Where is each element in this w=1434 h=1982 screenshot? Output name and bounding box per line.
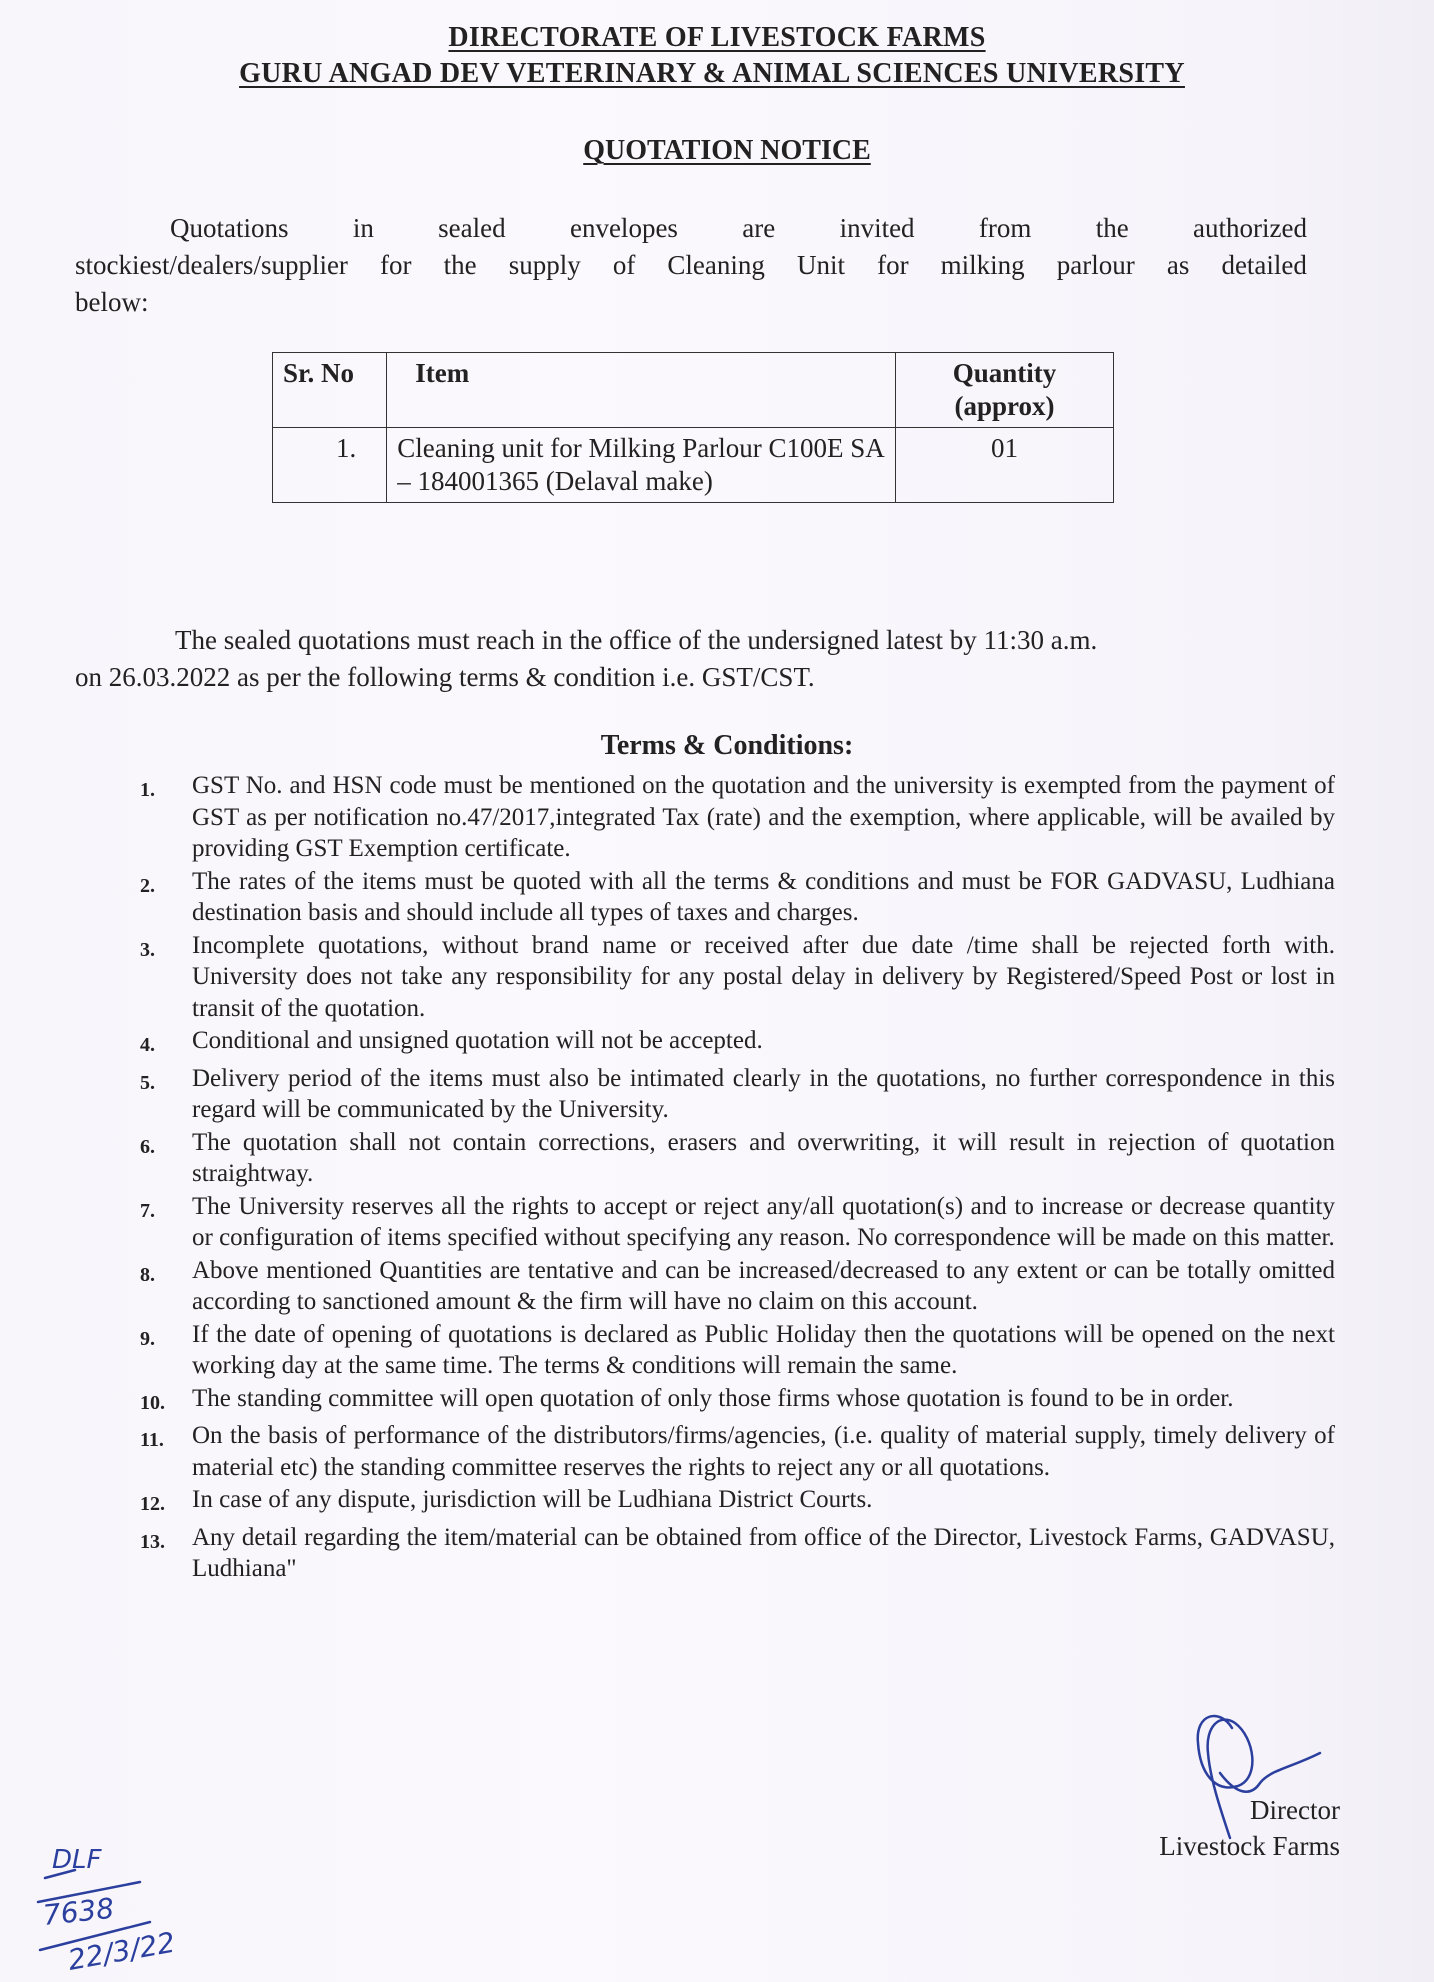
term-item <box>140 770 1335 865</box>
term-number: 11. <box>140 1429 164 1451</box>
intro-line-1-word: in <box>352 213 374 243</box>
intro-line-1-word: from <box>978 213 1032 243</box>
signatory-office: Livestock Farms <box>1159 1831 1340 1861</box>
intro-line-2-word: stockiest/dealers/supplier <box>75 250 348 280</box>
term-item <box>140 930 1335 1025</box>
term-number: 12. <box>140 1493 165 1515</box>
term-text: Delivery period of the items must also be intimated clearly in the quotations, no further correspondence in this regard will be communicated by the University. <box>192 1064 1335 1123</box>
term-item <box>140 1255 1335 1318</box>
term-number: 1. <box>140 779 155 801</box>
intro-line-1-word: sealed <box>438 213 506 243</box>
intro-line-1-word: are <box>742 213 776 243</box>
items-table <box>272 352 1114 503</box>
term-number: 4. <box>140 1034 155 1056</box>
university-heading: GURU ANGAD DEV VETERINARY & ANIMAL SCIENCES UNIVERSITY <box>239 58 1185 89</box>
terms-list <box>140 770 1335 1586</box>
term-number: 2. <box>140 874 155 897</box>
intro-line-1-word: invited <box>839 213 915 243</box>
intro-line-1 <box>75 210 1307 247</box>
handnote-line-2: 7638 <box>41 1891 116 1932</box>
signatory-block <box>1060 1792 1340 1864</box>
deadline-line-1: The sealed quotations must reach in the office of the undersigned latest by 11:30 a.m. <box>175 625 1098 655</box>
term-text: Above mentioned Quantities are tentative and can be increased/decreased to any extent or can be totally omitted according to sanctioned amount & the firm will have no claim on this account. <box>192 1256 1335 1315</box>
term-text: Conditional and unsigned quotation will not be accepted. <box>192 1027 763 1054</box>
term-number: 13. <box>140 1530 165 1553</box>
term-item <box>140 1191 1335 1254</box>
term-item <box>140 1063 1335 1126</box>
term-number: 8. <box>140 1263 155 1286</box>
intro-line-1-word: Quotations <box>170 213 289 243</box>
intro-line-2-word: for <box>380 250 412 280</box>
signatory-title: Director <box>1250 1795 1340 1825</box>
intro-line-2-word: Cleaning <box>667 250 765 280</box>
header-quantity: Quantity (approx) <box>896 353 1114 428</box>
term-text: The rates of the items must be quoted with all the terms & conditions and must be FOR GADVASU, Ludhiana destination basis and should include all types of taxes and charges. <box>192 867 1335 926</box>
intro-line-2 <box>75 247 1307 284</box>
term-number: 6. <box>140 1135 155 1158</box>
handnote-line-3: 22/3/22 <box>65 1925 178 1977</box>
term-item <box>140 1127 1335 1190</box>
intro-line-2-word: for <box>877 250 909 280</box>
term-text: Incomplete quotations, without brand name or received after due date /time shall be rejected forth with. University does not take any responsibility for any postal delay in delivery by Registered/Speed Post or lost in transit of the quotation. <box>192 931 1335 1022</box>
term-text: If the date of opening of quotations is declared as Public Holiday then the quotations will be opened on the next working day at the same time. The terms & conditions will remain the same. <box>192 1320 1335 1379</box>
intro-line-1-word: envelopes <box>569 213 678 243</box>
intro-line-2-word: milking <box>940 250 1025 280</box>
term-item <box>140 1383 1335 1420</box>
term-text: The quotation shall not contain corrections, erasers and overwriting, it will result in rejection of quotation straightway. <box>192 1128 1335 1187</box>
intro-line-2-word: the <box>443 250 477 280</box>
term-item <box>140 1484 1335 1521</box>
deadline-paragraph <box>75 622 1307 696</box>
term-number: 5. <box>140 1071 155 1094</box>
row-sr-no: 1. <box>273 428 387 503</box>
intro-line-1-word: the <box>1095 213 1129 243</box>
term-number: 9. <box>140 1327 155 1350</box>
row-item: Cleaning unit for Milking Parlour C100E SA – 184001365 (Delaval make) <box>387 428 896 503</box>
term-text: GST No. and HSN code must be mentioned on the quotation and the university is exempted from the payment of GST as per notification no.47/2017,integrated Tax (rate) and the exemption, where applicable, will be availed by providing GST Exemption certificate. <box>192 772 1335 862</box>
header-item <box>387 353 896 428</box>
terms-title: Terms & Conditions: <box>600 730 854 761</box>
term-item <box>140 1025 1335 1062</box>
term-number: 7. <box>140 1199 155 1222</box>
notice-title: QUOTATION NOTICE <box>583 135 871 166</box>
intro-line-2-word: parlour <box>1056 250 1135 280</box>
term-item <box>140 1319 1335 1382</box>
term-text: Any detail regarding the item/material can be obtained from office of the Director, Livestock Farms, GADVASU, Ludhiana" <box>192 1523 1335 1582</box>
table-header-row <box>273 353 1114 428</box>
term-text: In case of any dispute, jurisdiction will be Ludhiana District Courts. <box>192 1486 873 1513</box>
term-item <box>140 1522 1335 1585</box>
term-item <box>140 1420 1335 1483</box>
intro-line-3: below: <box>75 287 149 317</box>
term-number: 3. <box>140 938 155 961</box>
handwritten-dispatch-note <box>30 1830 260 1980</box>
intro-line-2-word: supply <box>508 250 581 280</box>
term-text: On the basis of performance of the distributors/firms/agencies, (i.e. quality of material supply, timely delivery of material etc) the standing committee reserves the rights to reject any or all quotations. <box>192 1422 1335 1481</box>
header-sr-no: Sr. No <box>273 353 387 428</box>
term-item <box>140 866 1335 929</box>
term-text: The standing committee will open quotation of only those firms whose quotation is found to be in order. <box>192 1384 1234 1412</box>
header-item-label: Item <box>415 358 470 388</box>
handnote-line-1: DLF <box>52 1845 102 1875</box>
intro-line-1-word: authorized <box>1193 213 1307 243</box>
intro-line-2-word: Unit <box>796 250 845 280</box>
directorate-heading: DIRECTORATE OF LIVESTOCK FARMS <box>448 22 986 53</box>
intro-paragraph <box>75 210 1307 321</box>
term-text: The University reserves all the rights to accept or reject any/all quotation(s) and to increase or decrease quantity or configuration of items specified without specifying any reason. No correspondence will be made on this matter. <box>192 1192 1335 1251</box>
table-row <box>273 428 1114 503</box>
term-number: 10. <box>140 1391 165 1414</box>
deadline-line-2: on 26.03.2022 as per the following terms & condition i.e. GST/CST. <box>75 662 815 692</box>
intro-line-2-word: of <box>612 250 636 280</box>
intro-line-2-word: as <box>1166 250 1190 280</box>
intro-line-2-word: detailed <box>1221 250 1307 280</box>
row-quantity: 01 <box>896 428 1114 503</box>
